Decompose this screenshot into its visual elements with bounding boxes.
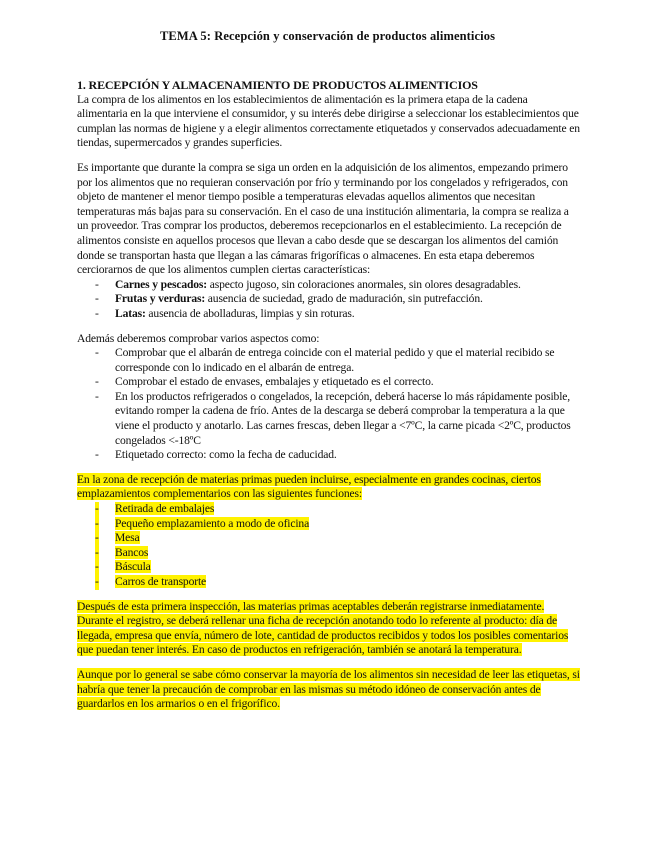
dash-bullet: - bbox=[95, 531, 99, 545]
item-text: Báscula bbox=[115, 560, 151, 574]
list-item bbox=[77, 531, 580, 546]
highlighted-text: En la zona de recepción de materias primas pueden incluirse, especialmente en grandes cocinas, ciertos emplazamientos complementarios con las siguientes funciones: bbox=[77, 472, 541, 501]
highlighted-text: Aunque por lo general se sabe cómo conservar la mayoría de los alimentos sin necesidad de leer las etiquetas, si habría que tener la precaución de comprobar en las mismas su método idóneo de conservación antes de guardarlos en los armarios o en el frigorífico. bbox=[77, 667, 580, 711]
item-text: En los productos refrigerados o congelados, la recepción, deberá hacerse lo más rápidamente posible, evitando romper la cadena de frío. Antes de la descarga se deberá comprobar la temperatura a la que viene el producto y anotarlo. Las carnes frescas, deben llegar a <7ºC, la carne picada <2ºC, productos congelados <-18ºC bbox=[115, 389, 571, 447]
list-item bbox=[77, 560, 580, 575]
dash-bullet: - bbox=[95, 575, 99, 588]
list-item bbox=[77, 346, 580, 375]
dash-bullet: - bbox=[95, 502, 99, 516]
list-item bbox=[77, 517, 580, 532]
dash-bullet: - bbox=[95, 545, 99, 559]
item-description: ausencia de abolladuras, limpias y sin roturas. bbox=[145, 306, 355, 320]
item-term: Latas: bbox=[115, 306, 146, 320]
list-item bbox=[77, 546, 580, 561]
checks-list bbox=[77, 346, 580, 463]
item-text: Carros de transporte bbox=[115, 575, 207, 588]
dash-bullet: - bbox=[95, 346, 99, 360]
document-body bbox=[77, 78, 580, 712]
item-term: Frutas y verduras: bbox=[115, 292, 206, 306]
characteristics-list bbox=[77, 278, 580, 322]
list-item bbox=[77, 575, 580, 590]
item-text: Bancos bbox=[115, 545, 149, 559]
item-text: Retirada de embalajes bbox=[115, 502, 215, 516]
paragraph-purchase: La compra de los alimentos en los establecimientos de alimentación es la primera etapa de la cadena alimentaria en la que interviene el consumidor, y su interés debe dirigirse a seleccionar los establecimientos que cumplan las normas de higiene y a elegir alimentos correctamente etiquetados y conservados adecuadamente en tiendas, supermercados y grandes superficies. bbox=[77, 92, 580, 150]
item-description: aspecto jugoso, sin coloraciones anormales, sin olores desagradables. bbox=[206, 277, 521, 291]
paragraph-reception-zone bbox=[77, 473, 580, 502]
section-heading: 1. RECEPCIÓN Y ALMACENAMIENTO DE PRODUCTOS ALIMENTICIOS bbox=[77, 78, 478, 92]
list-item bbox=[77, 375, 580, 390]
dash-bullet: - bbox=[95, 448, 99, 462]
item-description: ausencia de suciedad, grado de maduración, sin putrefacción. bbox=[205, 292, 483, 306]
list-item bbox=[77, 448, 580, 463]
paragraph-reception: Es importante que durante la compra se siga un orden en la adquisición de los alimentos, empezando primero por los alimentos que no requieran conservación por frío y terminando por los congelados y refrigerados, con objeto de mantener el menor tiempo posible a temperaturas elevadas aquellos alimentos que necesitan temperaturas más bajas para su conservación. En el caso de una institución alimentaria, la compra se realiza a un proveedor. Tras comprar los productos, deberemos recepcionarlos en el establecimiento. La recepción de alimentos consiste en aquellos procesos que llevan a cabo desde que se descargan los alimentos del camión donde se transportan hasta que llegan a las cámaras frigoríficas o almacenes. En esta etapa deberemos cerciorarnos de que los alimentos cumplen ciertas características: bbox=[77, 160, 569, 277]
dash-bullet: - bbox=[95, 516, 99, 530]
highlighted-text: Después de esta primera inspección, las materias primas aceptables deberán registrarse inmediatamente. Durante el registro, se deberá rellenar una ficha de recepción anotando todo lo referente al producto: día de llegada, empresa que envía, número de lote, cantidad de productos recibidos y todos los posibles comentarios que puedan tener interés. En caso de productos en refrigeración, también se anotará la temperatura. bbox=[77, 599, 569, 657]
functions-list bbox=[77, 502, 580, 590]
paragraph-registration bbox=[77, 600, 580, 658]
list-item bbox=[77, 307, 580, 322]
item-term: Carnes y pescados: bbox=[115, 277, 207, 291]
list-item bbox=[77, 278, 580, 293]
paragraph-checks-intro: Además deberemos comprobar varios aspectos como: bbox=[77, 331, 320, 345]
dash-bullet: - bbox=[95, 375, 99, 389]
item-text: Comprobar que el albarán de entrega coincide con el material pedido y que el material recibido se corresponde con lo indicado en el albarán de entrega. bbox=[115, 346, 555, 374]
list-item bbox=[77, 390, 580, 448]
item-text: Pequeño emplazamiento a modo de oficina bbox=[115, 516, 310, 530]
item-text: Etiquetado correcto: como la fecha de caducidad. bbox=[115, 448, 337, 462]
dash-bullet: - bbox=[95, 292, 99, 306]
dash-bullet: - bbox=[95, 277, 99, 291]
item-text: Mesa bbox=[115, 531, 140, 545]
paragraph-labels bbox=[77, 668, 580, 712]
document-title: TEMA 5: Recepción y conservación de productos alimenticios bbox=[159, 29, 496, 43]
item-text: Comprobar el estado de envases, embalajes y etiquetado es el correcto. bbox=[115, 375, 434, 389]
list-item bbox=[77, 502, 580, 517]
dash-bullet: - bbox=[95, 560, 99, 574]
dash-bullet: - bbox=[95, 306, 99, 320]
dash-bullet: - bbox=[95, 389, 99, 403]
list-item bbox=[77, 292, 580, 307]
